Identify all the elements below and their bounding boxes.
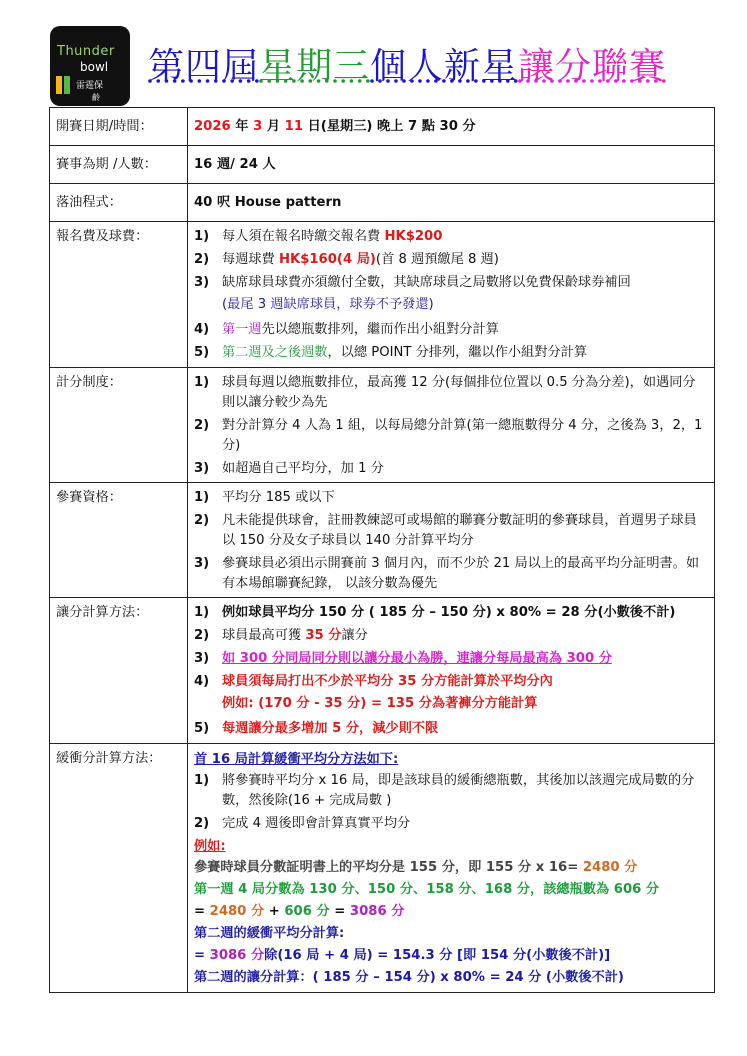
buffer-sum: 3086 分 <box>349 904 405 919</box>
buffer-line <box>194 857 708 878</box>
buffer-text: 第一週 4 局分數為 130 分、150 分、158 分、168 分，該總瓶數為 <box>194 882 614 897</box>
table-row-handicap <box>50 598 715 744</box>
table-row-scoring <box>50 368 715 483</box>
buffer-text: = <box>194 948 210 963</box>
scoring-text: 球員每週以總瓶數排位，最高獲 12 分(每個排位位置以 0.5 分為分差)，如遇同分則以讓分較少為先 <box>222 375 696 410</box>
buffer-text: = <box>329 904 350 919</box>
item-number: 2) <box>194 252 210 267</box>
period-value: 16 週/ 24 人 <box>188 146 715 184</box>
buffer-sum: 3086 分 <box>209 948 265 963</box>
list-item <box>194 416 708 456</box>
page-title <box>148 38 666 89</box>
handicap-max: 35 分 <box>305 628 342 643</box>
title-part-3: 個人新星 <box>370 46 519 87</box>
scoring-text: 對分計算分 4 人為 1 組，以每局總分計算(第一總瓶數得分 4 分，之後為 3，2，1 分) <box>222 418 703 453</box>
list-item <box>194 511 708 551</box>
item-number: 3) <box>194 275 210 290</box>
list-item <box>194 554 708 594</box>
buffer-line: 第二週的緩衝平均分計算: <box>194 926 345 941</box>
row-label: 緩衝分計算方法： <box>50 744 188 993</box>
row-label: 計分制度： <box>50 368 188 483</box>
eligibility-text: 凡未能提供球會，註冊教練認可或場館的聯賽分數証明的參賽球員，首週男子球員以 150 分及女子球員以 140 分計算平均分 <box>222 513 697 548</box>
league-info-table <box>49 107 715 993</box>
table-row-fee <box>50 222 715 368</box>
fee-text: ，以總 POINT 分排列，繼以作小組對分計算 <box>327 345 588 360</box>
item-number: 1) <box>194 375 210 390</box>
buffer-text: 除(16 局 + 4 局) = 154.3 分 [即 154 分(小數後不計)] <box>264 948 611 963</box>
item-number: 2) <box>194 418 210 433</box>
buffer-text: + <box>264 904 285 919</box>
list-item <box>194 603 708 623</box>
buffer-line <box>194 901 708 922</box>
eligibility-content <box>188 483 715 598</box>
list-item <box>194 273 708 317</box>
row-label: 開賽日期/時間： <box>50 108 188 146</box>
row-label: 讓分計算方法： <box>50 598 188 744</box>
buffer-content <box>188 744 715 993</box>
logo-sub-text-2: 齡 <box>92 93 100 102</box>
date-text: 月 <box>262 119 285 134</box>
date-year: 2026 <box>194 119 231 134</box>
buffer-text: = <box>194 904 210 919</box>
item-number: 2) <box>194 628 210 643</box>
thunder-bowl-logo <box>50 26 130 106</box>
handicap-rule: 如 300 分同局同分則以讓分最小為勝，連讓分每局最高為 300 分 <box>222 651 612 666</box>
item-number: 5) <box>194 721 210 736</box>
list-item <box>194 626 708 646</box>
fee-text: 每人須在報名時繳交報名費 <box>222 229 385 244</box>
item-number: 5) <box>194 345 210 360</box>
logo-text-top: Thunder <box>57 44 115 59</box>
eligibility-text: 參賽球員必須出示開賽前 3 個月內，而不少於 21 局以上的最高平均分証明書。如有本場館聯賽紀錄， 以該分數為優先 <box>222 556 700 591</box>
handicap-content <box>188 598 715 744</box>
item-number: 4) <box>194 674 210 689</box>
date-day: 11 <box>284 119 304 134</box>
item-number: 3) <box>194 461 210 476</box>
buffer-text: 完成 4 週後即會計算真實平均分 <box>222 816 411 831</box>
logo-text-bottom: bowl <box>80 60 109 74</box>
list-item <box>194 320 708 340</box>
date-text: 年 <box>230 119 254 134</box>
item-number: 2) <box>194 513 210 528</box>
handicap-rule: 每週讓分最多增加 5 分，減少則不限 <box>222 721 439 736</box>
handicap-rule: 球員須每局打出不少於平均分 35 分方能計算於平均分內 <box>222 674 553 689</box>
fee-text: 每週球費 <box>222 252 279 267</box>
fee-week-one: 第一週 <box>222 322 262 337</box>
item-number: 1) <box>194 229 210 244</box>
buffer-line <box>194 945 708 966</box>
title-part-4: 讓分聯賽 <box>518 46 667 87</box>
scoring-content <box>188 368 715 483</box>
list-item <box>194 488 708 508</box>
eligibility-text: 平均分 185 或以下 <box>222 490 335 505</box>
fee-week-two: 第二週及之後週數 <box>222 345 328 360</box>
title-part-2: 星期三 <box>259 46 371 87</box>
logo-sub-text: 雷霆保 <box>76 81 104 91</box>
item-number: 3) <box>194 651 210 666</box>
list-item <box>194 649 708 669</box>
list-item <box>194 814 708 834</box>
buffer-example-label: 例如: <box>194 839 226 854</box>
buffer-total: 2480 分 <box>582 860 638 875</box>
buffer-text: 將參賽時平均分 x 16 局，即是該球員的緩衝總瓶數，其後加以該週完成局數的分數，然後除(16 + 完成局數 ) <box>222 773 695 808</box>
fee-text: 缺席球員球費亦須繳付全數，其缺席球員之局數將以免費保齡球券補回 <box>222 275 631 290</box>
date-month: 3 <box>253 119 263 134</box>
date-value <box>188 108 715 146</box>
list-item <box>194 343 708 363</box>
handicap-text: 球員最高可獲 <box>222 628 306 643</box>
list-item <box>194 672 708 716</box>
row-label: 參賽資格： <box>50 483 188 598</box>
buffer-text: 參賽時球員分數証明書上的平均分是 155 分，即 155 分 x 16= <box>194 860 583 875</box>
item-number: 1) <box>194 773 210 788</box>
fee-text: 先以總瓶數排列，繼而作出小組對分計算 <box>261 322 499 337</box>
title-part-1: 第四屆 <box>148 46 260 87</box>
buffer-total: 2480 分 <box>209 904 265 919</box>
list-item <box>194 719 708 739</box>
scoring-text: 如超過自己平均分，加 1 分 <box>222 461 384 476</box>
item-number: 4) <box>194 322 210 337</box>
list-item <box>194 771 708 811</box>
table-row-eligibility <box>50 483 715 598</box>
buffer-line: 第二週的讓分計算：( 185 分 – 154 分) x 80% = 24 分 (小數後不計) <box>194 970 624 985</box>
handicap-text: 讓分 <box>341 628 368 643</box>
item-number: 3) <box>194 556 210 571</box>
row-label: 報名費及球費： <box>50 222 188 368</box>
row-label: 落油程式： <box>50 184 188 222</box>
list-item <box>194 250 708 270</box>
handicap-example: 例如: (170 分 - 35 分) = 135 分為著褲分方能計算 <box>222 696 538 711</box>
oil-value: 40 呎 House pattern <box>188 184 715 222</box>
fee-text: (首 8 週預繳尾 8 週) <box>375 252 499 267</box>
table-row-date <box>50 108 715 146</box>
logo-bar-icon <box>56 76 62 94</box>
logo-bar-icon <box>64 76 70 94</box>
list-item <box>194 227 708 247</box>
buffer-line <box>194 879 708 900</box>
table-row-period <box>50 146 715 184</box>
item-number: 2) <box>194 816 210 831</box>
list-item <box>194 373 708 413</box>
fee-amount: HK$200 <box>384 229 443 244</box>
row-label: 賽事為期 /人數： <box>50 146 188 184</box>
item-number: 1) <box>194 605 210 620</box>
fee-content <box>188 222 715 368</box>
table-row-buffer <box>50 744 715 993</box>
item-number: 1) <box>194 490 210 505</box>
buffer-heading: 首 16 局計算緩衝平均分方法如下: <box>194 752 399 767</box>
list-item <box>194 459 708 479</box>
date-text: 日(星期三) 晚上 7 點 30 分 <box>303 119 476 134</box>
fee-amount: HK$160(4 局) <box>278 252 376 267</box>
handicap-text: 例如球員平均分 150 分 ( 185 分 – 150 分) x 80% = 28 分(小數後不計) <box>222 605 676 620</box>
table-row-oil <box>50 184 715 222</box>
buffer-week-total: 606 分 <box>284 904 330 919</box>
fee-note: (最尾 3 週缺席球員，球券不予發還) <box>222 297 434 312</box>
buffer-week-total: 606 分 <box>613 882 660 897</box>
